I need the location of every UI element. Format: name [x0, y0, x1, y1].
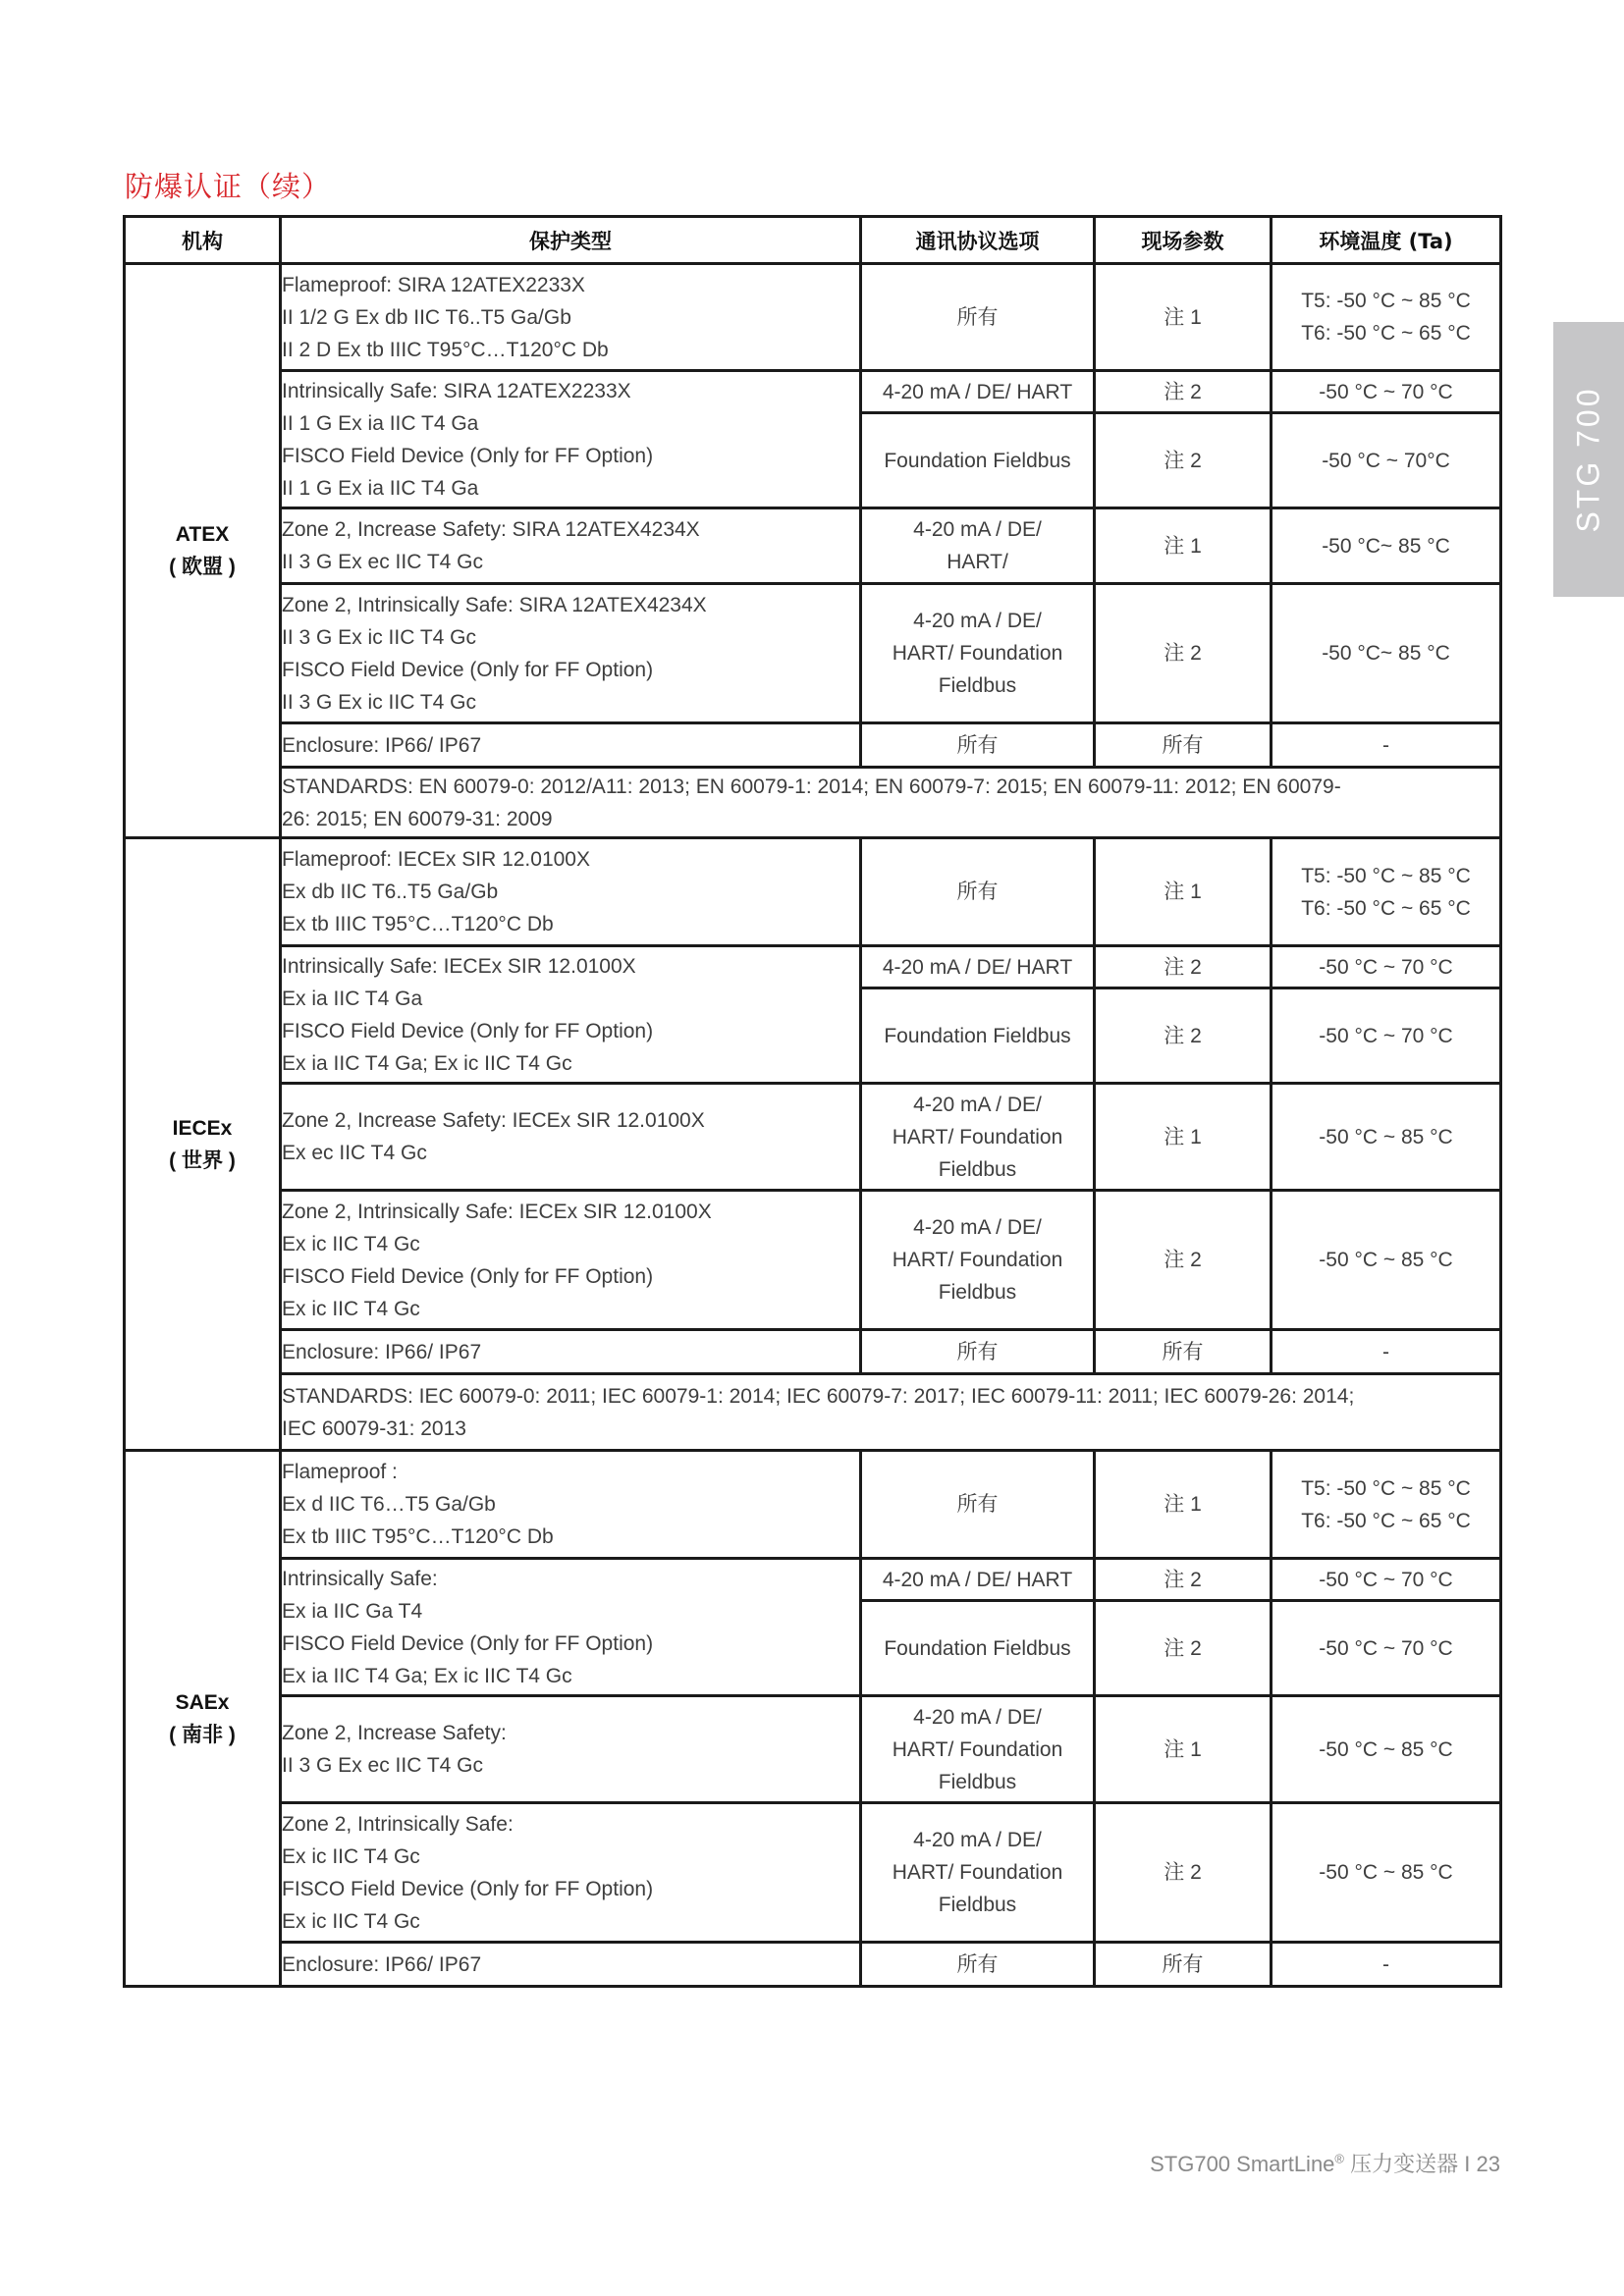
certification-body-cell — [125, 1451, 281, 1987]
ambient-temp-cell — [1272, 988, 1501, 1084]
protection-line: Intrinsically Safe: IECEx SIR 12.0100X — [282, 954, 636, 978]
protection-line: II 3 G Ex ec IIC T4 Gc — [282, 551, 484, 573]
standards-cell — [281, 1374, 1501, 1451]
comm-option-line: 所有 — [956, 733, 999, 757]
comm-option-line: Foundation Fieldbus — [884, 1024, 1071, 1047]
ambient-temp-cell — [1272, 1191, 1501, 1330]
comm-option-cell — [861, 264, 1095, 371]
protection-line: Zone 2, Increase Safety: IECEx SIR 12.0100X — [282, 1109, 705, 1132]
comm-option-line: Fieldbus — [938, 674, 1017, 697]
ambient-temp-line: -50 °C ~ 85 °C — [1319, 1125, 1453, 1148]
ambient-temp-line: -50 °C ~ 70 °C — [1319, 1568, 1453, 1591]
field-param-cell: 所有 — [1095, 723, 1272, 768]
protection-line: Flameproof: SIRA 12ATEX2233X — [282, 273, 585, 296]
header-field: 现场参数 — [1095, 217, 1272, 264]
protection-type-cell — [281, 1696, 861, 1803]
ambient-temp-line: T6: -50 °C ~ 65 °C — [1301, 1509, 1471, 1532]
protection-line: Zone 2, Increase Safety: SIRA 12ATEX4234X — [282, 518, 700, 541]
table-row — [125, 1696, 1501, 1803]
certification-body-label: ATEX — [175, 523, 230, 546]
protection-type-cell — [281, 371, 861, 508]
ambient-temp-line: -50 °C ~ 70 °C — [1319, 955, 1453, 979]
protection-line: Enclosure: IP66/ IP67 — [282, 733, 482, 757]
standards-line: STANDARDS: EN 60079-0: 2012/A11: 2013; EN 60079-1: 2014; EN 60079-7: 2015; EN 60079-11: 2012; EN 60079- — [282, 774, 1341, 798]
comm-option-cell — [861, 1451, 1095, 1559]
table-row — [125, 371, 1501, 413]
certification-body-cell — [125, 264, 281, 838]
standards-line: IEC 60079-31: 2013 — [282, 1416, 466, 1440]
comm-option-line: 所有 — [956, 1952, 999, 1976]
comm-option-line: Fieldbus — [938, 1770, 1017, 1793]
field-param-cell: 注 2 — [1095, 1803, 1272, 1943]
certification-body-cell — [125, 838, 281, 1451]
ambient-temp-cell — [1272, 1084, 1501, 1191]
comm-option-line: Fieldbus — [938, 1894, 1017, 1916]
protection-line: Zone 2, Increase Safety: — [282, 1722, 507, 1744]
table-row — [125, 838, 1501, 946]
comm-option-line: 所有 — [956, 1340, 999, 1363]
ambient-temp-line: -50 °C~ 85 °C — [1322, 642, 1450, 665]
ambient-temp-line: -50 °C ~ 85 °C — [1319, 1861, 1453, 1884]
protection-line: II 3 G Ex ic IIC T4 Gc — [282, 690, 476, 714]
ambient-temp-line: - — [1382, 1952, 1389, 1976]
ambient-temp-line: T6: -50 °C ~ 65 °C — [1301, 322, 1471, 345]
ambient-temp-cell — [1272, 1330, 1501, 1374]
field-param-cell: 注 2 — [1095, 413, 1272, 508]
comm-option-cell — [861, 1559, 1095, 1601]
comm-option-line: 所有 — [956, 1493, 999, 1516]
comm-option-line: HART/ Foundation — [892, 1125, 1063, 1148]
certification-body-label: IECEx — [172, 1116, 233, 1140]
protection-line: II 1 G Ex ia IIC T4 Ga — [282, 476, 479, 500]
table-row — [125, 946, 1501, 988]
field-param-cell: 注 2 — [1095, 1601, 1272, 1696]
protection-line: Ex tb IIIC T95°C…T120°C Db — [282, 913, 554, 935]
table-row — [125, 1803, 1501, 1943]
ambient-temp-line: T5: -50 °C ~ 85 °C — [1301, 864, 1471, 887]
ambient-temp-cell — [1272, 1803, 1501, 1943]
ambient-temp-cell — [1272, 1601, 1501, 1696]
ambient-temp-line: -50 °C ~ 70 °C — [1319, 1024, 1453, 1047]
protection-line: II 1 G Ex ia IIC T4 Ga — [282, 411, 479, 435]
protection-line: Ex ic IIC T4 Gc — [282, 1232, 420, 1255]
ambient-temp-cell — [1272, 508, 1501, 584]
protection-line: FISCO Field Device (Only for FF Option) — [282, 1877, 654, 1900]
protection-type-cell — [281, 946, 861, 1084]
protection-line: Ex ia IIC T4 Ga; Ex ic IIC T4 Gc — [282, 1664, 572, 1687]
protection-line: FISCO Field Device (Only for FF Option) — [282, 658, 654, 681]
field-param-cell: 注 1 — [1095, 838, 1272, 946]
certification-body-label: ( 欧盟 ) — [169, 556, 236, 578]
comm-option-line: 所有 — [956, 305, 999, 329]
protection-line: Ex ia IIC T4 Ga — [282, 987, 423, 1010]
table-row — [125, 584, 1501, 723]
protection-line: Ex tb IIIC T95°C…T120°C Db — [282, 1525, 554, 1548]
comm-option-cell — [861, 1601, 1095, 1696]
protection-line: Enclosure: IP66/ IP67 — [282, 1952, 482, 1976]
protection-type-cell — [281, 264, 861, 371]
protection-line: Ex ia IIC Ga T4 — [282, 1599, 423, 1623]
ambient-temp-cell — [1272, 413, 1501, 508]
field-param-cell: 注 1 — [1095, 264, 1272, 371]
certification-body-label: ( 世界 ) — [169, 1148, 236, 1172]
comm-option-line: 4-20 mA / DE/ — [913, 1829, 1042, 1851]
comm-option-line: 4-20 mA / DE/ HART — [882, 380, 1073, 403]
table-body — [125, 264, 1501, 1987]
protection-type-cell — [281, 723, 861, 768]
ambient-temp-cell — [1272, 723, 1501, 768]
field-param-cell: 所有 — [1095, 1330, 1272, 1374]
ambient-temp-line: T5: -50 °C ~ 85 °C — [1301, 290, 1471, 312]
comm-option-line: 所有 — [956, 881, 999, 903]
protection-type-cell — [281, 1330, 861, 1374]
footer-product: STG700 SmartLine — [1150, 2152, 1335, 2176]
protection-line: Zone 2, Intrinsically Safe: — [282, 1812, 514, 1836]
standards-row — [125, 1374, 1501, 1451]
protection-line: Ex ic IIC T4 Gc — [282, 1844, 420, 1868]
field-param-cell: 注 2 — [1095, 584, 1272, 723]
comm-option-line: HART/ Foundation — [892, 1249, 1063, 1271]
ambient-temp-line: -50 °C ~ 70°C — [1322, 449, 1450, 472]
table-row — [125, 1330, 1501, 1374]
comm-option-cell — [861, 1943, 1095, 1987]
protection-line: II 3 G Ex ec IIC T4 Gc — [282, 1754, 484, 1777]
footer-separator: I — [1464, 2152, 1471, 2176]
table-row — [125, 1191, 1501, 1330]
header-temp: 环境温度 (Ta) — [1272, 217, 1501, 264]
protection-line: Intrinsically Safe: SIRA 12ATEX2233X — [282, 379, 631, 402]
protection-type-cell — [281, 1084, 861, 1191]
footer-registered-mark: ® — [1334, 2151, 1345, 2166]
header-protection: 保护类型 — [281, 217, 861, 264]
protection-line: Flameproof : — [282, 1461, 398, 1483]
comm-option-line: Fieldbus — [938, 1281, 1017, 1304]
ambient-temp-cell — [1272, 264, 1501, 371]
table-row — [125, 508, 1501, 584]
ambient-temp-cell — [1272, 371, 1501, 413]
ambient-temp-cell — [1272, 838, 1501, 946]
protection-line: Ex d IIC T6…T5 Ga/Gb — [282, 1493, 496, 1516]
field-param-cell: 注 1 — [1095, 1084, 1272, 1191]
protection-line: Zone 2, Intrinsically Safe: IECEx SIR 12.0100X — [282, 1200, 712, 1223]
section-title: 防爆认证（续） — [125, 170, 332, 203]
comm-option-line: 4-20 mA / DE/ — [913, 1705, 1042, 1729]
footer-product-type: 压力变送器 — [1344, 2152, 1459, 2176]
ambient-temp-line: T6: -50 °C ~ 65 °C — [1301, 896, 1471, 920]
ambient-temp-cell — [1272, 1451, 1501, 1559]
side-tab-label: STG 700 — [1570, 386, 1606, 533]
table-row — [125, 1084, 1501, 1191]
comm-option-line: 4-20 mA / DE/ — [913, 1093, 1042, 1116]
protection-line: FISCO Field Device (Only for FF Option) — [282, 1019, 654, 1042]
certification-table — [123, 215, 1502, 1988]
protection-line: Ex ic IIC T4 Gc — [282, 1909, 420, 1933]
field-param-cell: 注 2 — [1095, 371, 1272, 413]
protection-type-cell — [281, 1191, 861, 1330]
protection-line: II 1/2 G Ex db IIC T6..T5 Ga/Gb — [282, 305, 571, 329]
protection-line: II 2 D Ex tb IIIC T95°C…T120°C Db — [282, 338, 609, 361]
ambient-temp-cell — [1272, 1696, 1501, 1803]
field-param-cell: 所有 — [1095, 1943, 1272, 1987]
protection-line: Intrinsically Safe: — [282, 1567, 438, 1590]
header-org: 机构 — [125, 217, 281, 264]
ambient-temp-cell — [1272, 584, 1501, 723]
field-param-cell: 注 2 — [1095, 988, 1272, 1084]
protection-line: FISCO Field Device (Only for FF Option) — [282, 1264, 654, 1288]
table-row — [125, 1559, 1501, 1601]
protection-type-cell — [281, 508, 861, 584]
ambient-temp-line: -50 °C ~ 85 °C — [1319, 1249, 1453, 1271]
comm-option-cell — [861, 584, 1095, 723]
ambient-temp-cell — [1272, 946, 1501, 988]
ambient-temp-cell — [1272, 1943, 1501, 1987]
ambient-temp-line: -50 °C ~ 70 °C — [1319, 1636, 1453, 1660]
field-param-cell: 注 1 — [1095, 508, 1272, 584]
ambient-temp-cell — [1272, 1559, 1501, 1601]
protection-type-cell — [281, 584, 861, 723]
ambient-temp-line: - — [1382, 733, 1389, 757]
certification-body-label: ( 南非 ) — [169, 1723, 236, 1746]
ambient-temp-line: -50 °C~ 85 °C — [1322, 534, 1450, 558]
comm-option-cell — [861, 371, 1095, 413]
comm-option-line: HART/ Foundation — [892, 1861, 1063, 1884]
comm-option-cell — [861, 838, 1095, 946]
table-row — [125, 723, 1501, 768]
comm-option-cell — [861, 723, 1095, 768]
table-row — [125, 264, 1501, 371]
protection-line: FISCO Field Device (Only for FF Option) — [282, 444, 654, 467]
comm-option-cell — [861, 1696, 1095, 1803]
page-footer — [1150, 2148, 1500, 2178]
field-param-cell: 注 1 — [1095, 1696, 1272, 1803]
protection-type-cell — [281, 838, 861, 946]
comm-option-line: Foundation Fieldbus — [884, 449, 1071, 472]
comm-option-line: HART/ Foundation — [892, 1737, 1063, 1761]
comm-option-cell — [861, 1803, 1095, 1943]
protection-type-cell — [281, 1943, 861, 1987]
header-row — [125, 217, 1501, 264]
standards-line: STANDARDS: IEC 60079-0: 2011; IEC 60079-1: 2014; IEC 60079-7: 2017; IEC 60079-11: 2011; IEC 60079-26: 2014; — [282, 1384, 1355, 1408]
comm-option-line: 4-20 mA / DE/ HART — [882, 955, 1073, 979]
protection-line: Ex db IIC T6..T5 Ga/Gb — [282, 881, 499, 903]
standards-cell — [281, 768, 1501, 838]
comm-option-cell — [861, 413, 1095, 508]
comm-option-cell — [861, 988, 1095, 1084]
protection-line: Zone 2, Intrinsically Safe: SIRA 12ATEX4234X — [282, 593, 707, 616]
comm-option-line: 4-20 mA / DE/ — [913, 518, 1042, 541]
field-param-cell: 注 1 — [1095, 1451, 1272, 1559]
ambient-temp-line: T5: -50 °C ~ 85 °C — [1301, 1476, 1471, 1500]
comm-option-line: 4-20 mA / DE/ — [913, 610, 1042, 632]
protection-line: FISCO Field Device (Only for FF Option) — [282, 1631, 654, 1655]
protection-line: Ex ia IIC T4 Ga; Ex ic IIC T4 Gc — [282, 1051, 572, 1075]
comm-option-line: Fieldbus — [938, 1157, 1017, 1181]
field-param-cell: 注 2 — [1095, 1191, 1272, 1330]
comm-option-cell — [861, 1330, 1095, 1374]
protection-type-cell — [281, 1559, 861, 1696]
comm-option-line: Foundation Fieldbus — [884, 1636, 1071, 1660]
protection-line: II 3 G Ex ic IIC T4 Gc — [282, 625, 476, 649]
protection-type-cell — [281, 1803, 861, 1943]
ambient-temp-line: -50 °C ~ 70 °C — [1319, 380, 1453, 403]
field-param-cell: 注 2 — [1095, 946, 1272, 988]
protection-line: Enclosure: IP66/ IP67 — [282, 1340, 482, 1363]
comm-option-line: 4-20 mA / DE/ HART — [882, 1568, 1073, 1591]
protection-type-cell — [281, 1451, 861, 1559]
comm-option-cell — [861, 946, 1095, 988]
ambient-temp-line: - — [1382, 1340, 1389, 1363]
protection-line: Flameproof: IECEx SIR 12.0100X — [282, 848, 590, 871]
comm-option-cell — [861, 508, 1095, 584]
comm-option-line: 4-20 mA / DE/ — [913, 1216, 1042, 1239]
comm-option-cell — [861, 1191, 1095, 1330]
header-comm: 通讯协议选项 — [861, 217, 1095, 264]
standards-line: 26: 2015; EN 60079-31: 2009 — [282, 807, 553, 830]
ambient-temp-line: -50 °C ~ 85 °C — [1319, 1737, 1453, 1761]
protection-line: Ex ic IIC T4 Gc — [282, 1297, 420, 1320]
protection-line: Ex ec IIC T4 Gc — [282, 1142, 427, 1164]
comm-option-line: HART/ Foundation — [892, 642, 1063, 665]
side-tab — [1553, 322, 1624, 597]
certification-body-label: SAEx — [175, 1690, 230, 1714]
comm-option-cell — [861, 1084, 1095, 1191]
field-param-cell: 注 2 — [1095, 1559, 1272, 1601]
table-row — [125, 1451, 1501, 1559]
table-row — [125, 1943, 1501, 1987]
standards-row — [125, 768, 1501, 838]
comm-option-line: HART/ — [947, 551, 1008, 573]
page-number: 23 — [1476, 2152, 1500, 2176]
